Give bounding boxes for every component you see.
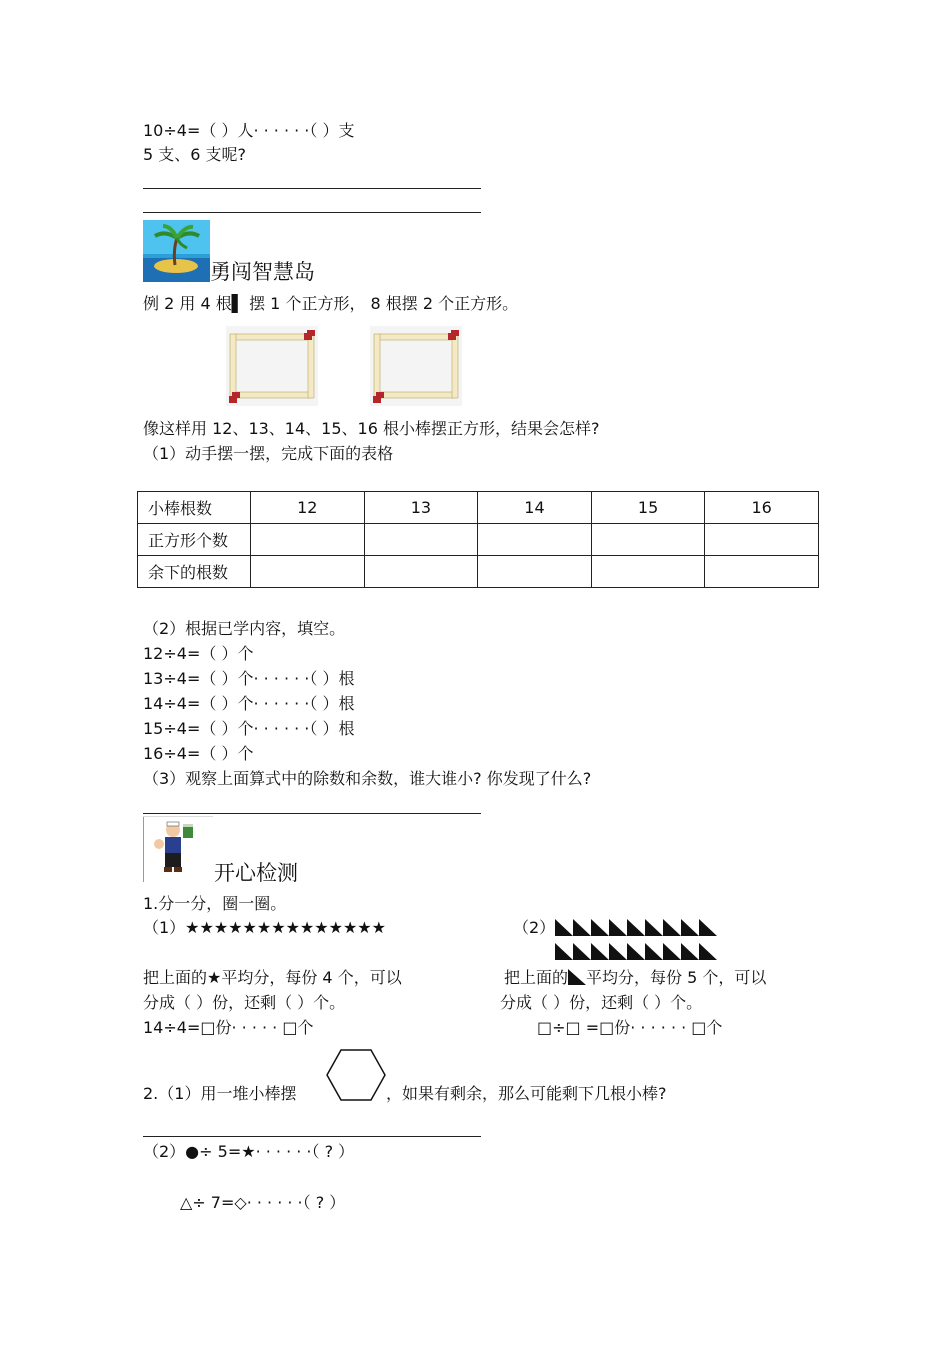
table-cell[interactable] [364,524,478,556]
equation-line: 15÷4=（ ）个· · · · · ·（ ）根 [143,719,355,738]
table-row [138,492,819,524]
triangle-icon [573,919,591,936]
equation-line: 13÷4=（ ）个· · · · · ·（ ）根 [143,669,355,688]
cartoon-sailor-icon [143,816,213,882]
sub-question: （3）观察上面算式中的除数和余数，谁大谁小? 你发现了什么? [143,769,592,788]
question-text: 分成（ ）份，还剩（ ）个。 [500,993,703,1012]
triangle-icon [645,943,663,960]
table-cell: 14 [478,492,592,524]
triangle-icon [681,919,699,936]
sub-question: （1）动手摆一摆，完成下面的表格 [143,444,394,463]
equation-line: 14÷4=（ ）个· · · · · ·（ ）根 [143,694,355,713]
table-cell: 16 [705,492,819,524]
matchstick-square-icon [370,326,462,406]
table-cell[interactable] [705,524,819,556]
answer-line [143,212,481,213]
equation-line: （2）●÷ 5=★· · · · · ·（ ? ） [143,1142,355,1161]
table-cell[interactable] [591,524,705,556]
table-cell[interactable] [251,524,365,556]
table-row [138,556,819,588]
table-cell[interactable] [251,556,365,588]
answer-line [143,1136,481,1137]
triangle-icon [609,943,627,960]
triangle-icon [627,919,645,936]
question-line: 5 支、6 支呢? [143,145,247,164]
triangle-icon [555,943,573,960]
equation-line: 12÷4=（ ）个 [143,644,254,663]
equation-line: □÷□ =□份· · · · · · □个 [537,1018,723,1037]
question-text-part: 把上面的 [504,968,569,987]
question-text: 2.（1）用一堆小棒摆 [143,1084,297,1103]
table-cell[interactable] [364,556,478,588]
hexagon-icon [326,1049,386,1101]
triangles-label: （2） [513,918,556,937]
triangle-icon [645,919,663,936]
table-cell: 13 [364,492,478,524]
triangle-icon [609,919,627,936]
triangle-icon [627,943,645,960]
equation-line: 14÷4=□份· · · · · □个 [143,1018,314,1037]
table-cell: 12 [251,492,365,524]
section-title: 开心检测 [214,861,298,885]
island-palm-icon [143,220,210,282]
stick-count-table [137,491,819,588]
question-text: 分成（ ）份，还剩（ ）个。 [143,993,346,1012]
table-cell[interactable] [478,556,592,588]
table-row [138,524,819,556]
equation-line: 16÷4=（ ）个 [143,744,254,763]
row-label: 正方形个数 [138,524,251,556]
question-text: 把上面的★平均分，每份 4 个，可以 [143,968,402,987]
question-text: 像这样用 12、13、14、15、16 根小棒摆正方形，结果会怎样? [143,419,600,438]
question-text: 1.分一分，圈一圈。 [143,894,287,913]
question-text [504,968,766,988]
triangle-icon [555,919,573,936]
triangle-icon [591,943,609,960]
row-label: 余下的根数 [138,556,251,588]
triangle-icon [568,969,586,985]
triangle-icon [591,919,609,936]
table-cell: 15 [591,492,705,524]
triangle-icon [663,919,681,936]
section-title: 勇闯智慧岛 [210,260,315,284]
triangle-icon [699,943,717,960]
question-text: ，如果有剩余，那么可能剩下几根小棒? [386,1084,667,1103]
triangle-icon [681,943,699,960]
table-cell[interactable] [591,556,705,588]
table-cell[interactable] [705,556,819,588]
example-text: 例 2 用 4 根▌ 摆 1 个正方形， 8 根摆 2 个正方形。 [143,294,519,313]
equation-line: 10÷4=（ ）人· · · · · ·（ ）支 [143,121,355,140]
answer-line [143,188,481,189]
matchstick-square-icon [226,326,318,406]
triangle-icon [699,919,717,936]
row-label: 小棒根数 [138,492,251,524]
equation-line: △÷ 7=◇· · · · · ·（ ? ） [180,1193,346,1212]
triangle-group [555,919,717,961]
answer-line [143,813,481,814]
triangle-icon [573,943,591,960]
table-cell[interactable] [478,524,592,556]
stars-row: （1）★★★★★★★★★★★★★★ [143,918,386,937]
question-text-part: 平均分，每份 5 个，可以 [586,968,767,987]
sub-question: （2）根据已学内容，填空。 [143,619,346,638]
triangle-icon [663,943,681,960]
